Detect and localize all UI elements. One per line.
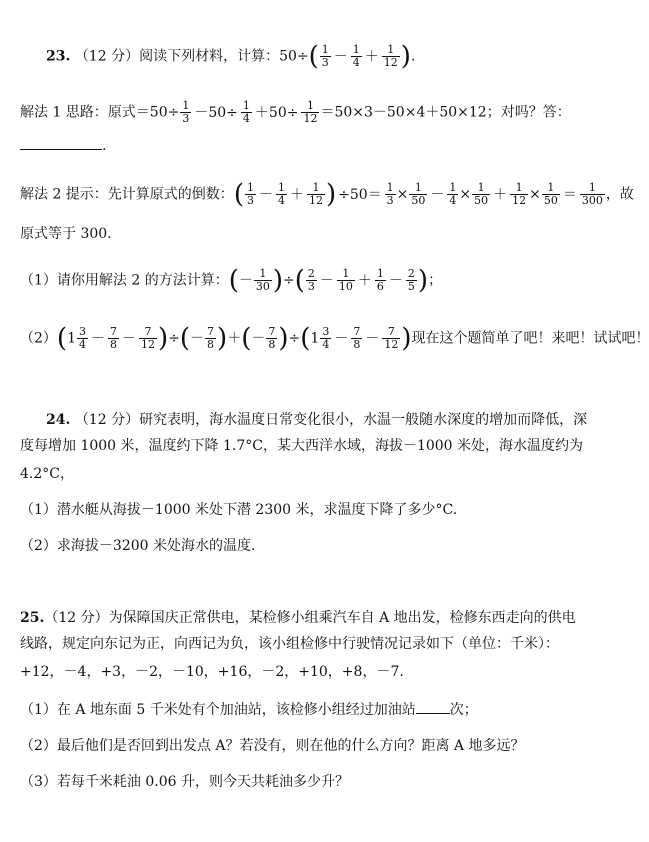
- q24-points: （12 分）: [74, 412, 140, 428]
- method2-result: 原式等于 300.: [20, 226, 112, 242]
- answer-blank: .: [20, 136, 106, 156]
- q24-line2: 度每增加 1000 米，温度约下降 1.7°C，某大西洋水域，海拔－1000 米处，海水温度约为: [20, 438, 584, 454]
- q25-part2: （2）最后他们是否回到出发点 A？若没有，则在他的什么方向？距离 A 地多远？: [20, 738, 525, 754]
- q24-text1: 研究表明，海水温度日常变化很小，水温一般随水深度的增加而降低，深: [139, 412, 588, 428]
- method2-tail: ，故: [605, 186, 634, 203]
- q23-header: 23. （12 分）阅读下列材料，计算：50÷( $\frac{1}{3}$ － $\frac{1}{4}$ ＋ $\frac{1}{12}$ ).: [46, 41, 416, 72]
- q23-part1: （1）请你用解法 2 的方法计算：(－ $\frac{1}{30}$ )÷( $\frac{2}{3}$ － $\frac{1}{10}$ ＋ $\frac{1}{6}$ － $\frac{2}{5}$ )；: [20, 265, 443, 296]
- method2-text: 先计算原式的倒数：: [107, 186, 234, 203]
- part1-label: （1）请你用解法 2 的方法计算：: [20, 272, 229, 289]
- q25-part1: [20, 700, 478, 720]
- method2-label: 解法 2 提示：: [20, 186, 108, 203]
- gas-station-blank: [416, 701, 450, 714]
- q24-part1: （1）潜水艇从海拔－1000 米处下潜 2300 米，求温度下降了多少°C.: [20, 502, 458, 518]
- q23-method2: 解法 2 提示：先计算原式的倒数：( $\frac{1}{3}$ － $\frac{1}{4}$ ＋ $\frac{1}{12}$ ) ÷50＝ $\frac{1}{3}$ × $\frac{1}{50}$ － $\frac{1}{4}$ × $\frac{1}{50}$ ＋ $\frac{1}{12}$ × $\frac{1}{50}$ ＝ $\frac{1}{300}$ ，故: [20, 179, 634, 210]
- q23-part2: （2）(1 $\frac{3}{4}$ － $\frac{7}{8}$ － $\frac{7}{12}$ )÷(－ $\frac{7}{8}$ )＋(－ $\frac{7}{8}$ )÷(1 $\frac{3}{4}$ － $\frac{7}{8}$ － $\frac{7}{12}$ )现在这个题简单了吧！来吧！试试吧！: [20, 323, 649, 354]
- q25-part1-tail: 次；: [449, 702, 478, 718]
- q24-part2: （2）求海拔－3200 米处海水的温度.: [20, 538, 256, 554]
- q23-method1: 解法 1 思路：原式＝50÷ $\frac{1}{3}$ －50÷ $\frac{1}{4}$ ＋50÷ $\frac{1}{12}$ ＝50×3－50×4＋50×12；对吗？答：: [20, 99, 571, 125]
- q23-points: （12 分）: [74, 48, 140, 65]
- q24-line3: 4.2°C，: [20, 466, 74, 482]
- part2-label: （2）: [20, 330, 57, 347]
- q25-part3: （3）若每千米耗油 0.06 升，则今天共耗油多少升？: [20, 774, 349, 790]
- q25-line2: 线路，规定向东记为正，向西记为负，该小组检修中行驶情况记录如下（单位：千米）：: [20, 636, 559, 652]
- q25-line3: +12，－4，+3，－2，－10，+16，－2，+10，+8，－7.: [20, 664, 404, 680]
- q24-line1: [46, 410, 587, 430]
- part2-tail: 现在这个题简单了吧！来吧！试试吧！: [411, 330, 649, 347]
- q25-text1: 为保障国庆正常供电，某检修小组乘汽车自 A 地出发，检修东西走向的供电: [108, 610, 576, 626]
- q25-points: （12 分）: [44, 610, 109, 626]
- q23-number: 23.: [46, 48, 71, 65]
- q25-line1: [20, 608, 576, 628]
- q25-part1-text: （1）在 A 地东面 5 千米处有个加油站，该检修小组经过加油站: [20, 702, 416, 718]
- method1-label: 解法 1 思路：: [20, 104, 108, 121]
- q25-number: 25.: [20, 610, 45, 626]
- method1-mid: ＝50×3－50×4＋50×12；对吗？答：: [320, 104, 571, 121]
- method1-pre: 原式＝50÷: [107, 104, 180, 121]
- q23-intro: 阅读下列材料，计算：: [139, 48, 280, 65]
- q24-number: 24.: [46, 412, 71, 428]
- q23-expr-lead: 50÷: [279, 48, 309, 65]
